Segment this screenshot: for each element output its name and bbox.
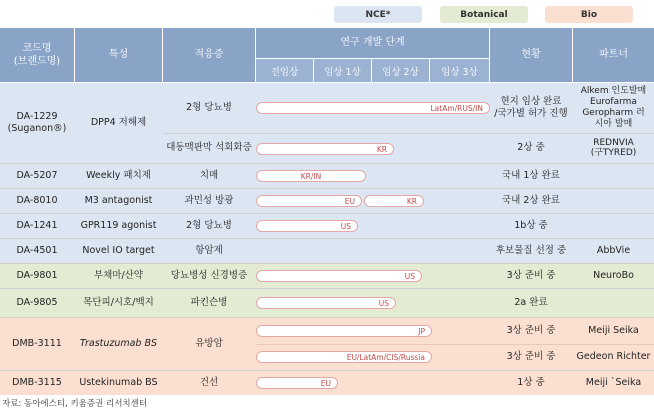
legend-botanical-label: Botanical	[460, 9, 508, 20]
source-note: 자료: 동아에스티, 키움증권 리서치센터	[2, 399, 148, 409]
indication-cell: 과민성 방광	[184, 194, 234, 206]
stage-bar: KR	[256, 143, 394, 155]
indication-cell: 유방암	[195, 337, 223, 349]
indication-cell: 치매	[199, 169, 219, 181]
table-row	[0, 83, 654, 163]
stage-bar: EU	[256, 195, 362, 207]
code-cell: DA-4501	[16, 244, 58, 256]
partner-cell: Gedeon Richter	[576, 350, 651, 362]
table-row	[0, 318, 654, 370]
feature-cell: GPR119 agonist	[80, 219, 157, 231]
header-code: 코드명 (브랜드명)	[0, 28, 74, 82]
code-cell: DA-1241	[16, 219, 58, 231]
table-row	[0, 289, 654, 317]
table-row	[0, 371, 654, 395]
status-cell: 3상 준비 중	[506, 324, 556, 336]
partner-cell: Meiji `Seika	[585, 376, 642, 388]
legend-bio	[545, 6, 633, 23]
stage-bar: JP	[256, 325, 432, 337]
table-row	[0, 214, 654, 238]
header-partner: 파트너	[573, 28, 654, 82]
legend-nce	[334, 6, 422, 23]
header-indication: 적응증	[163, 28, 255, 82]
legend-nce-label: NCE*	[365, 9, 391, 20]
indication-cell: 건선	[199, 376, 219, 388]
table-row	[0, 239, 654, 263]
stage-bar: US	[256, 297, 396, 309]
feature-cell: Trastuzumab BS	[79, 337, 158, 349]
status-cell: 2상 중	[517, 141, 545, 153]
stage-bar: KR	[364, 195, 424, 207]
feature-cell: 부채마/산약	[93, 269, 144, 281]
feature-cell: M3 antagonist	[84, 194, 153, 206]
feature-cell: Novel IO target	[82, 244, 155, 256]
status-cell: 3상 준비 중	[506, 350, 556, 362]
stage-bar: EU	[256, 377, 338, 389]
status-cell: 3상 준비 중	[506, 269, 556, 281]
indication-cell: 항암제	[195, 244, 223, 256]
header-feature: 특성	[75, 28, 162, 82]
indication-cell: 파킨슨병	[190, 296, 228, 308]
header-status: 현황	[490, 28, 572, 82]
indication-cell: 2형 당뇨병	[186, 101, 232, 113]
status-cell: 후보물질 선정 중	[495, 244, 567, 256]
indication-cell: 당뇨병성 신경병증	[170, 269, 248, 281]
stage-bar: US	[256, 270, 422, 282]
legend-bio-label: Bio	[580, 9, 598, 20]
code-cell: DA-9801	[16, 269, 58, 281]
header-stage-phase2: 임상 2상	[372, 59, 429, 82]
header-stage-preclinical: 전임상	[256, 59, 313, 82]
indication-cell: 대동맥판막 석회화증	[166, 141, 252, 153]
header-stage-group: 연구 개발 단계	[256, 28, 489, 58]
status-cell: 국내 2상 완료	[502, 194, 560, 206]
status-cell: 2a 완료	[514, 296, 548, 308]
feature-cell: Weekly 패치제	[86, 169, 151, 181]
code-cell: DA-8010	[16, 194, 58, 206]
stage-bar: EU/LatAm/CIS/Russia	[256, 351, 432, 363]
status-cell: 국내 1상 완료	[502, 169, 560, 181]
stage-bar: US	[256, 220, 358, 232]
feature-cell: Ustekinumab BS	[79, 376, 158, 388]
feature-cell: DPP4 저해제	[90, 116, 147, 128]
indication-cell: 2형 당뇨병	[186, 219, 232, 231]
header-stage-phase3: 임상 3상	[430, 59, 489, 82]
legend-botanical	[440, 6, 528, 23]
code-cell: DA-1229 (Suganon®)	[7, 110, 67, 134]
partner-cell: NeuroBo	[593, 269, 634, 281]
stage-bar: LatAm/RUS/IN	[256, 102, 490, 114]
header-stage-phase1: 임상 1상	[314, 59, 371, 82]
partner-cell: Meiji Seika	[588, 324, 639, 336]
table-row	[0, 264, 654, 288]
status-cell: 현지 임상 완료 /국가별 허가 진행	[494, 95, 568, 119]
stage-bar: KR/IN	[256, 170, 366, 182]
partner-cell: AbbVie	[596, 244, 631, 256]
status-cell: 1b상 중	[514, 219, 548, 231]
partner-cell: REDNVIA (구TYRED)	[590, 137, 637, 158]
code-cell: DA-9805	[16, 296, 58, 308]
table-row	[0, 164, 654, 188]
partner-cell: Alkem 인도발매 Eurofarma Geropharm 러 시아 발매	[580, 86, 647, 129]
code-cell: DA-5207	[16, 169, 58, 181]
code-cell: DMB-3115	[12, 376, 62, 388]
feature-cell: 목단피/시호/백지	[83, 296, 154, 308]
table-row	[0, 189, 654, 213]
status-cell: 1상 중	[517, 376, 545, 388]
code-cell: DMB-3111	[12, 337, 62, 349]
